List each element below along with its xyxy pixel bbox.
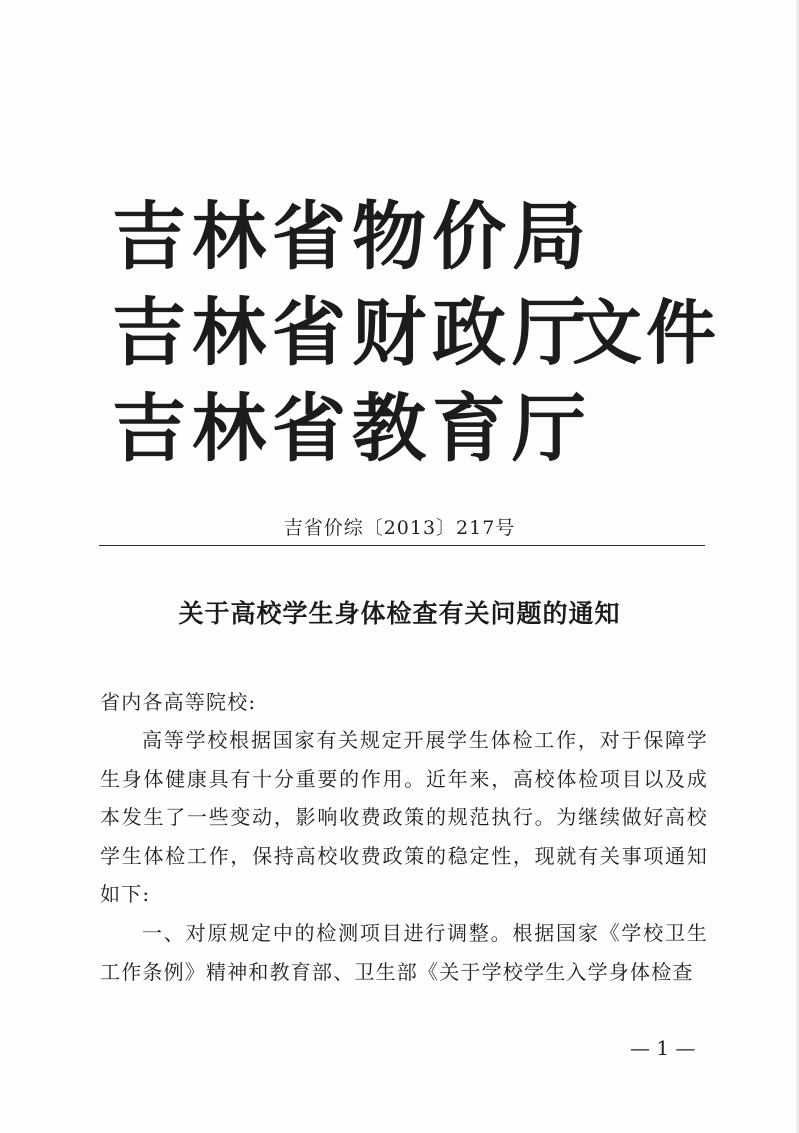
document-label: 文件 <box>572 292 720 374</box>
issuer-price-bureau: 吉林省物价局 <box>112 194 592 280</box>
page-number: — 1 — <box>630 1036 696 1060</box>
salutation: 省内各高等院校: <box>100 690 257 714</box>
issuer-education-department: 吉林省教育厅 <box>112 386 592 472</box>
paragraph-1: 高等学校根据国家有关规定开展学生体检工作，对于保障学生身体健康具有十分重要的作用。近年来，高校体检项目以及成本发生了一些变动，影响收费政策的规范执行。为继续做好高校学生体检工作，保持高校收费政策的稳定性，现就有关事项通知如下: <box>100 728 708 906</box>
issuer-finance-department: 吉林省财政厅 <box>112 290 592 376</box>
document-number: 吉省价综〔2013〕217号 <box>283 517 516 539</box>
header-divider <box>99 545 705 546</box>
paragraph-2: 一、对原规定中的检测项目进行调整。根据国家《学校卫生工作条例》精神和教育部、卫生部《关于学校学生入学身体检查 <box>100 921 708 984</box>
document-title: 关于高校学生身体检查有关问题的通知 <box>178 599 621 628</box>
issuing-organs-header <box>112 192 720 482</box>
